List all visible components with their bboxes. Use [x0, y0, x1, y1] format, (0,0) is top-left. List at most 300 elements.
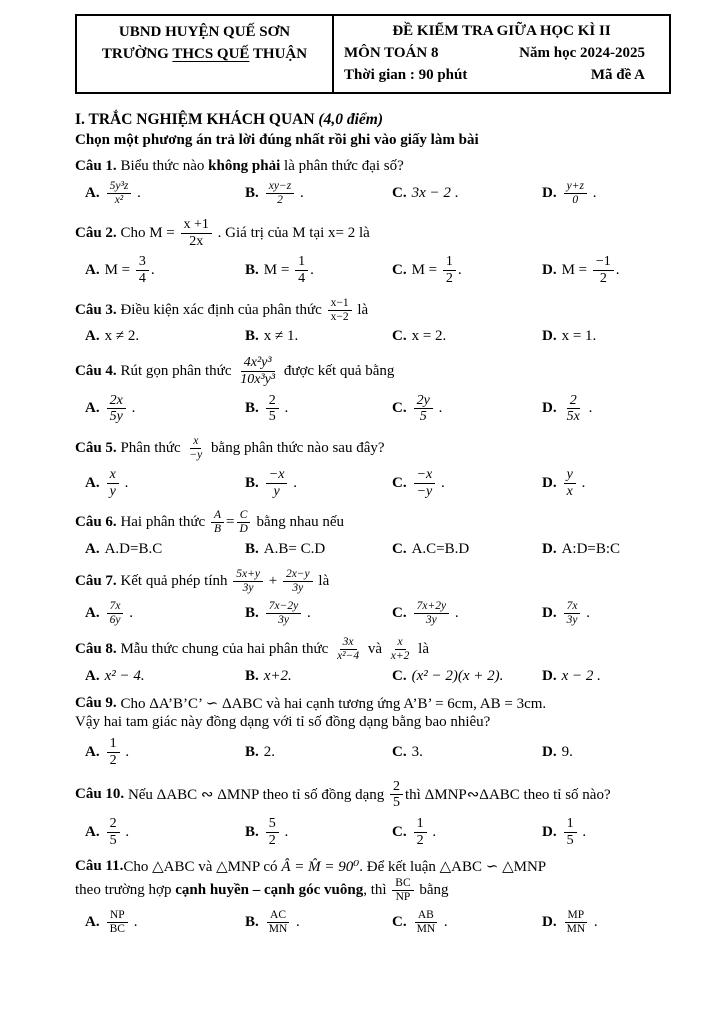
option-key: C.: [392, 474, 407, 491]
fraction-numerator: 7x+2y: [414, 600, 449, 614]
question-label: Câu 5.: [75, 440, 117, 456]
question-stem: [75, 434, 674, 463]
option-key: B.: [245, 823, 259, 840]
option-d: [542, 253, 674, 287]
option-b: [245, 253, 392, 287]
fraction-numerator: 2x−y: [283, 568, 313, 582]
fraction-numerator: 1: [564, 816, 577, 833]
fraction-numerator: y+z: [564, 180, 587, 194]
options-row: [85, 327, 674, 346]
option-key: A.: [85, 668, 100, 685]
option-key: D.: [542, 474, 557, 491]
text-segment: Rút gọn phân thức: [116, 363, 236, 380]
option-key: A.: [85, 604, 100, 621]
fraction-denominator: 0: [572, 194, 579, 207]
option-key: C.: [392, 400, 407, 417]
option-key: B.: [245, 400, 259, 417]
option-d: [542, 327, 674, 346]
question-label: Câu 11.: [75, 858, 124, 875]
text-segment: và: [364, 641, 386, 658]
text-segment: M =: [263, 262, 294, 279]
fraction: [564, 909, 589, 936]
fraction: [414, 816, 427, 848]
option-key: D.: [542, 913, 557, 930]
fraction-numerator: 2y: [414, 393, 433, 410]
question-8: [75, 635, 674, 686]
text-segment: .: [588, 185, 597, 202]
text-segment: x = 2.: [411, 328, 447, 345]
option-key: D.: [542, 823, 557, 840]
option-key: A.: [85, 474, 100, 491]
question-stem: [75, 635, 674, 664]
option-key: A.: [85, 743, 100, 760]
option-key: C.: [392, 540, 407, 557]
header-school-cell: [77, 16, 334, 92]
fraction-numerator: 3x: [340, 636, 357, 650]
section-title-text: I. TRẮC NGHIỆM KHÁCH QUAN: [75, 111, 319, 129]
fraction-numerator: 2: [107, 816, 120, 833]
question-7: [75, 567, 674, 628]
fraction: [414, 393, 433, 425]
text-segment: .: [127, 400, 136, 417]
school-district: UBND HUYỆN QUẾ SƠN: [118, 24, 291, 40]
text-segment: không phải: [208, 158, 281, 175]
option-key: C.: [392, 185, 407, 202]
options-row: [85, 599, 674, 628]
options-row: [85, 735, 674, 769]
question-label: Câu 7.: [75, 572, 117, 589]
text-segment: +: [264, 572, 281, 589]
fraction: [283, 568, 313, 595]
fraction-numerator: MP: [565, 909, 588, 923]
fraction-denominator: 5: [268, 409, 276, 425]
fraction: [295, 254, 308, 286]
text-segment: x − 2 .: [561, 668, 601, 685]
fraction-denominator: 4: [298, 271, 306, 287]
option-c: [392, 815, 542, 849]
question-6: [75, 508, 674, 559]
text-segment: .: [296, 185, 304, 202]
text-segment: Nếu ΔABC ∾ ΔMNP theo tỉ số đồng dạng: [124, 787, 388, 804]
option-key: C.: [392, 328, 407, 345]
fraction-denominator: −y: [416, 483, 433, 499]
fraction-denominator: x²: [114, 194, 124, 207]
fraction-denominator: 2: [445, 271, 453, 287]
section-points: (4,0 điểm): [318, 111, 383, 129]
text-segment: .: [584, 400, 593, 417]
option-d: [542, 392, 674, 426]
question-9: [75, 694, 674, 769]
option-key: D.: [542, 604, 557, 621]
fraction-denominator: 2: [416, 832, 424, 848]
text-segment: x ≠ 2.: [104, 328, 140, 345]
fraction-numerator: y: [564, 467, 576, 484]
fraction: [414, 909, 439, 936]
fraction-denominator: 5x: [566, 409, 580, 425]
text-segment: .: [590, 913, 598, 930]
text-segment: M =: [411, 262, 441, 279]
option-b: [245, 667, 392, 686]
text-segment: A.B= C.D: [263, 540, 326, 557]
option-d: [542, 815, 674, 849]
fraction-denominator: x+2: [390, 650, 410, 663]
section-instruction: Chọn một phương án trả lời đúng nhất rồi ghi vào giấy làm bài: [75, 132, 479, 149]
option-d: [542, 179, 674, 208]
option-b: [245, 599, 392, 628]
fraction: [107, 909, 128, 936]
fraction-denominator: 6y: [109, 613, 121, 626]
text-segment: bằng nhau nếu: [252, 514, 345, 531]
fraction: [107, 180, 132, 207]
text-segment: cạnh huyền – cạnh góc vuông: [175, 882, 364, 899]
option-d: [542, 466, 674, 500]
fraction: [107, 736, 120, 768]
text-segment: theo trường hợp: [75, 882, 176, 899]
text-segment: .: [133, 185, 141, 202]
fraction: [266, 816, 279, 848]
question-stem: [75, 876, 674, 905]
text-segment: .: [582, 604, 590, 621]
option-a: [85, 908, 245, 937]
text-segment: Cho ΔA’B’C’ ∽ ΔABC và hai cạnh tương ứng A’B’ = 6cm, AB = 3cm.: [116, 696, 547, 713]
fraction-numerator: AC: [267, 909, 289, 923]
text-segment: .: [615, 262, 620, 279]
text-segment: . Để kết luận △ABC ∽ △MNP: [359, 859, 547, 876]
fraction-numerator: C: [237, 509, 251, 523]
fraction-numerator: 1: [107, 736, 120, 753]
text-segment: .: [437, 474, 445, 491]
fraction: [390, 779, 403, 811]
text-segment: là: [314, 572, 330, 589]
text-segment: 3.: [411, 743, 423, 760]
option-b: [245, 392, 392, 426]
fraction-denominator: 3y: [278, 613, 289, 626]
fraction: [107, 600, 124, 627]
option-a: [85, 179, 245, 208]
text-segment: .: [451, 604, 459, 621]
option-key: B.: [245, 185, 259, 202]
fraction: [181, 217, 212, 249]
fraction: [237, 355, 278, 387]
option-c: [392, 599, 542, 628]
text-segment: .: [121, 823, 130, 840]
text-segment: .: [280, 823, 289, 840]
fraction-numerator: 7x: [107, 600, 124, 614]
fraction-denominator: NP: [395, 891, 411, 904]
question-stem: [75, 508, 674, 537]
option-c: [392, 327, 542, 346]
questions-list: [75, 157, 674, 937]
option-c: [392, 253, 542, 287]
text-segment: Hai phân thức: [116, 514, 209, 531]
option-key: D.: [542, 540, 557, 557]
question-stem: [75, 694, 674, 713]
text-segment: . Giá trị của M tại x= 2 là: [213, 224, 370, 241]
text-segment: 3x − 2: [411, 185, 451, 202]
option-key: A.: [85, 185, 100, 202]
option-key: B.: [245, 262, 259, 279]
fraction: [266, 909, 291, 936]
exam-header-table: [75, 14, 671, 94]
option-c: [392, 466, 542, 500]
text-segment: bằng phân thức nào sau đây?: [207, 440, 385, 456]
option-a: [85, 735, 245, 769]
fraction-numerator: 1: [443, 254, 456, 271]
text-segment: Điều kiện xác định của phân thức: [116, 301, 326, 318]
exam-subject: MÔN TOÁN 8: [344, 44, 439, 61]
option-c: [392, 743, 542, 762]
fraction-numerator: AB: [415, 909, 437, 923]
fraction-numerator: 4x²y³: [241, 355, 275, 372]
fraction-denominator: 3y: [566, 613, 578, 626]
text-segment: , thì: [363, 882, 391, 899]
fraction-numerator: 5: [266, 816, 279, 833]
text-segment: bằng: [415, 882, 449, 899]
option-key: C.: [392, 668, 407, 685]
option-key: A.: [85, 328, 100, 345]
text-segment: A.D=B.C: [104, 540, 163, 557]
fraction: [593, 254, 614, 286]
text-segment: .: [578, 823, 587, 840]
fraction-numerator: 2x: [107, 393, 126, 410]
exam-code: Mã đề A: [590, 66, 645, 83]
text-segment: .: [428, 823, 437, 840]
option-a: [85, 599, 245, 628]
fraction-numerator: 2: [266, 393, 279, 410]
option-key: D.: [542, 185, 557, 202]
school-year: Năm học 2024-2025: [519, 44, 645, 61]
fraction-denominator: 2: [109, 752, 117, 768]
question-label: Câu 3.: [75, 301, 117, 318]
option-c: [392, 392, 542, 426]
option-d: [542, 667, 674, 686]
options-row: [85, 179, 674, 208]
option-a: [85, 815, 245, 849]
fraction-denominator: 5: [393, 795, 400, 811]
option-a: [85, 540, 245, 559]
fraction-numerator: xy−z: [266, 180, 294, 194]
text-segment: là: [414, 641, 429, 658]
option-b: [245, 743, 392, 762]
option-b: [245, 908, 392, 937]
text-segment: .: [457, 262, 462, 279]
fraction-denominator: x−2: [330, 310, 349, 323]
text-segment: thì ΔMNP∾ΔABC theo tỉ số nào?: [405, 787, 611, 804]
option-b: [245, 815, 392, 849]
section-title: [75, 111, 674, 129]
option-c: [392, 908, 542, 937]
text-segment: .: [303, 604, 311, 621]
fraction-denominator: BC: [109, 922, 125, 935]
option-d: [542, 540, 674, 559]
text-segment: .: [120, 474, 129, 491]
question-stem: [75, 713, 674, 732]
fraction-numerator: 7x−2y: [266, 600, 301, 614]
fraction: [564, 600, 581, 627]
question-11: [75, 857, 674, 937]
option-key: C.: [392, 913, 407, 930]
fraction-numerator: NP: [107, 909, 128, 923]
fraction-denominator: 5: [566, 832, 574, 848]
fraction-denominator: MN: [566, 922, 586, 935]
question-5: [75, 434, 674, 500]
fraction-denominator: 2: [599, 271, 607, 287]
fraction-numerator: BC: [392, 877, 413, 891]
option-key: A.: [85, 262, 100, 279]
text-segment: .: [577, 474, 586, 491]
fraction: [136, 254, 149, 286]
text-segment: .: [310, 262, 314, 279]
fraction-numerator: x−1: [328, 297, 352, 311]
question-10: [75, 778, 674, 850]
fraction: [266, 180, 294, 207]
fraction-denominator: 2x: [189, 233, 204, 249]
question-stem: [75, 296, 674, 325]
option-key: B.: [245, 668, 259, 685]
text-segment: x = 1.: [561, 328, 597, 345]
text-segment: .: [280, 400, 289, 417]
text-segment: là: [353, 301, 369, 318]
fraction-numerator: x +1: [181, 217, 212, 234]
fraction: [211, 509, 224, 536]
option-key: D.: [542, 743, 557, 760]
text-segment: Phân thức: [116, 440, 185, 456]
option-b: [245, 179, 392, 208]
fraction-numerator: x: [395, 636, 406, 650]
fraction-denominator: x²−4: [337, 650, 360, 663]
fraction: [564, 816, 577, 848]
option-a: [85, 667, 245, 686]
question-1: [75, 157, 674, 208]
option-a: [85, 327, 245, 346]
text-segment: x+2.: [263, 668, 292, 685]
options-row: [85, 908, 674, 937]
fraction: [266, 393, 279, 425]
text-segment: Mẫu thức chung của hai phân thức: [116, 641, 333, 658]
question-stem: [75, 157, 674, 176]
question-stem: [75, 567, 674, 596]
question-3: [75, 296, 674, 347]
option-key: C.: [392, 743, 407, 760]
fraction: [107, 393, 126, 425]
option-key: D.: [542, 328, 557, 345]
fraction-denominator: y: [109, 483, 116, 499]
options-row: [85, 815, 674, 849]
fraction: [414, 467, 436, 499]
question-stem: [75, 778, 674, 812]
fraction-numerator: 2: [567, 393, 580, 410]
fraction-denominator: x: [566, 483, 573, 499]
text-segment: .: [450, 185, 459, 202]
text-segment: .: [434, 400, 443, 417]
fraction-denominator: 5: [419, 409, 427, 425]
school-name-pre: TRƯỜNG: [101, 45, 173, 62]
option-b: [245, 466, 392, 500]
fraction-denominator: 10x³y³: [240, 372, 276, 388]
exam-time-row: [344, 65, 659, 87]
option-key: A.: [85, 540, 100, 557]
question-4: [75, 354, 674, 426]
text-segment: M =: [104, 262, 134, 279]
fraction-denominator: 2: [277, 194, 283, 207]
fraction-numerator: x: [107, 467, 119, 484]
option-b: [245, 327, 392, 346]
fraction-numerator: A: [211, 509, 224, 523]
fraction-numerator: 5y³z: [107, 180, 132, 194]
fraction-denominator: MN: [268, 922, 288, 935]
text-segment: 9.: [561, 743, 573, 760]
question-label: Câu 2.: [75, 224, 117, 241]
text-segment: Vậy hai tam giác này đồng dạng với tỉ số đồng dạng bằng bao nhiêu?: [75, 714, 491, 731]
option-a: [85, 253, 245, 287]
fraction-numerator: −x: [414, 467, 436, 484]
option-b: [245, 540, 392, 559]
fraction: [564, 393, 583, 425]
fraction-denominator: 5: [109, 832, 117, 848]
question-2: [75, 216, 674, 288]
option-key: A.: [85, 823, 100, 840]
school-name: [81, 44, 328, 66]
question-stem: [75, 216, 674, 250]
option-key: B.: [245, 474, 259, 491]
question-label: Câu 10.: [75, 786, 125, 803]
fraction-denominator: MN: [416, 922, 436, 935]
exam-duration: Thời gian : 90 phút: [344, 66, 468, 83]
fraction: [414, 600, 449, 627]
options-row: [85, 667, 674, 686]
option-c: [392, 667, 542, 686]
fraction: [328, 297, 352, 324]
text-segment: .: [289, 474, 297, 491]
fraction: [107, 467, 119, 499]
text-segment: .: [292, 913, 300, 930]
fraction-denominator: 3y: [292, 581, 304, 594]
question-label: Câu 1.: [75, 158, 117, 175]
fraction-denominator: 2: [268, 832, 276, 848]
option-key: A.: [85, 400, 100, 417]
fraction: [564, 467, 576, 499]
text-segment: .: [440, 913, 448, 930]
fraction: [233, 568, 263, 595]
option-key: D.: [542, 262, 557, 279]
options-row: [85, 392, 674, 426]
school-name-post: THUẬN: [249, 45, 308, 62]
option-key: B.: [245, 328, 259, 345]
fraction-numerator: 3: [136, 254, 149, 271]
text-segment: A:D=B:C: [561, 540, 621, 557]
fraction-numerator: 7x: [564, 600, 581, 614]
question-label: Câu 4.: [75, 363, 117, 380]
text-segment: Biểu thức nào: [116, 158, 209, 175]
fraction: [266, 467, 288, 499]
fraction-denominator: 4: [138, 271, 146, 287]
fraction-numerator: x: [190, 435, 201, 449]
text-segment: =: [226, 514, 235, 531]
text-segment: .: [125, 604, 133, 621]
fraction: [388, 636, 413, 663]
question-label: Câu 6.: [75, 514, 117, 531]
options-row: [85, 540, 674, 559]
fraction: [107, 816, 120, 848]
text-segment: (x² − 2)(x + 2).: [411, 668, 504, 685]
text-segment: Cho M =: [116, 224, 179, 241]
text-segment: .: [150, 262, 155, 279]
header-exam-cell: [334, 16, 669, 92]
option-key: B.: [245, 913, 259, 930]
fraction: [266, 600, 301, 627]
text-segment: được kết quả bằng: [280, 363, 395, 380]
fraction-numerator: 2: [390, 779, 403, 796]
